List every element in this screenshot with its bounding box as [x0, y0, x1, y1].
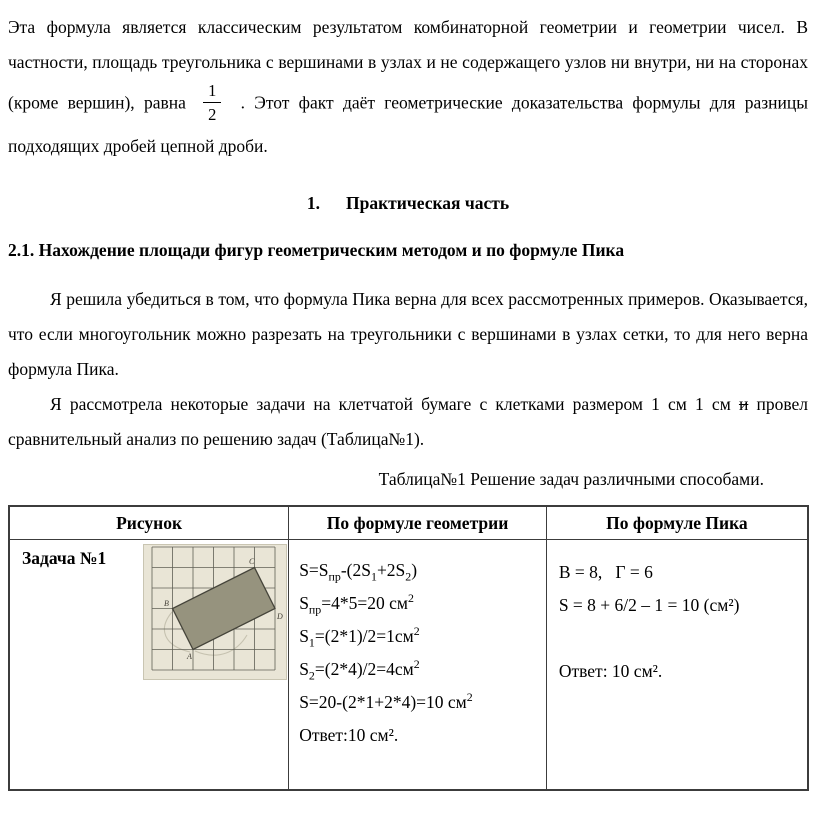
task1-geometry-cell — [289, 540, 547, 791]
solutions-table — [8, 505, 809, 791]
task1-grid-figure — [142, 544, 288, 687]
struck-word: и — [738, 394, 749, 414]
intro-text-after-fraction: . Этот факт даёт геометрические доказательства формулы для разницы подходящих дробей цепной дроби. — [8, 92, 809, 156]
vertex-label-d: D — [277, 612, 283, 621]
header-cell-pick: По формуле Пика — [546, 506, 808, 540]
blank-line — [559, 622, 803, 655]
task1-row — [9, 540, 808, 791]
half-fraction — [203, 80, 221, 125]
intro-paragraph — [8, 10, 808, 164]
task1-pick-cell — [546, 540, 808, 791]
pick-answer-line: Ответ: 10 см². — [558, 661, 663, 681]
body-paragraph-2 — [8, 387, 808, 457]
fraction-numerator: 1 — [203, 80, 221, 103]
table-header-row — [9, 506, 808, 540]
pick-values-line: В = 8, Г = 6 — [558, 562, 653, 582]
table-caption: Таблица№1 Решение задач различными способами. — [378, 469, 764, 489]
fraction-denominator: 2 — [208, 105, 217, 124]
section-title: Практическая часть — [346, 193, 510, 213]
section-number: 1. — [306, 193, 320, 213]
task1-figure-cell — [9, 540, 289, 791]
subsection-heading: 2.1. Нахождение площади фигур геометрическим методом и по формуле Пика — [8, 240, 625, 260]
geometry-answer-line: Ответ:10 см². — [299, 725, 399, 745]
section-heading — [8, 186, 808, 221]
pick-formula-line: S = 8 + 6/2 – 1 = 10 (см²) — [558, 595, 740, 615]
geometry-formula-line: $S_1=(2*1)/2=1см^2$ — [299, 624, 420, 650]
header-cell-figure: Рисунок — [9, 506, 289, 540]
body-paragraph-1: Я решила убедиться в том, что формула Пика верна для всех рассмотренных примеров. Оказывается, что если многоугольник можно разрезать на треугольники с вершинами в узлах сетки, то для него верна формула Пика. — [8, 289, 808, 379]
geometry-formula-line: $S_2=(2*4)/2=4см^2$ — [299, 657, 420, 683]
body2-text-before: Я рассмотрела некоторые задачи на клетчатой бумаге с клетками размером 1 см 1 см — [50, 394, 739, 414]
task1-label: Задача №1 — [22, 548, 107, 568]
intro-text-before-fraction: Эта формула является классическим результатом комбинаторной геометрии и геометрии чисел. В частности, площадь треугольника с вершинами в узлах и не содержащего узлов ни внутри, ни на сторонах (кроме вершин), равна — [8, 17, 808, 113]
grid-figure-svg — [142, 544, 288, 682]
vertex-label-c: C — [249, 557, 255, 566]
geometry-formula-line: $S=S_{пр}-(2S_1+2S_2)$ — [299, 560, 418, 584]
header-cell-geometry: По формуле геометрии — [289, 506, 547, 540]
geometry-formula-line: S=20-(2*1+2*4)=10 $см^2$ — [299, 690, 473, 712]
vertex-label-a: A — [187, 652, 192, 661]
body2-text-after: провел сравнительный анализ по решению задач (Таблица№1). — [8, 394, 809, 449]
geometry-formula-line: $S_{пр}=4*5=20$ $см^2$ — [299, 591, 414, 617]
vertex-label-b: B — [164, 599, 169, 608]
